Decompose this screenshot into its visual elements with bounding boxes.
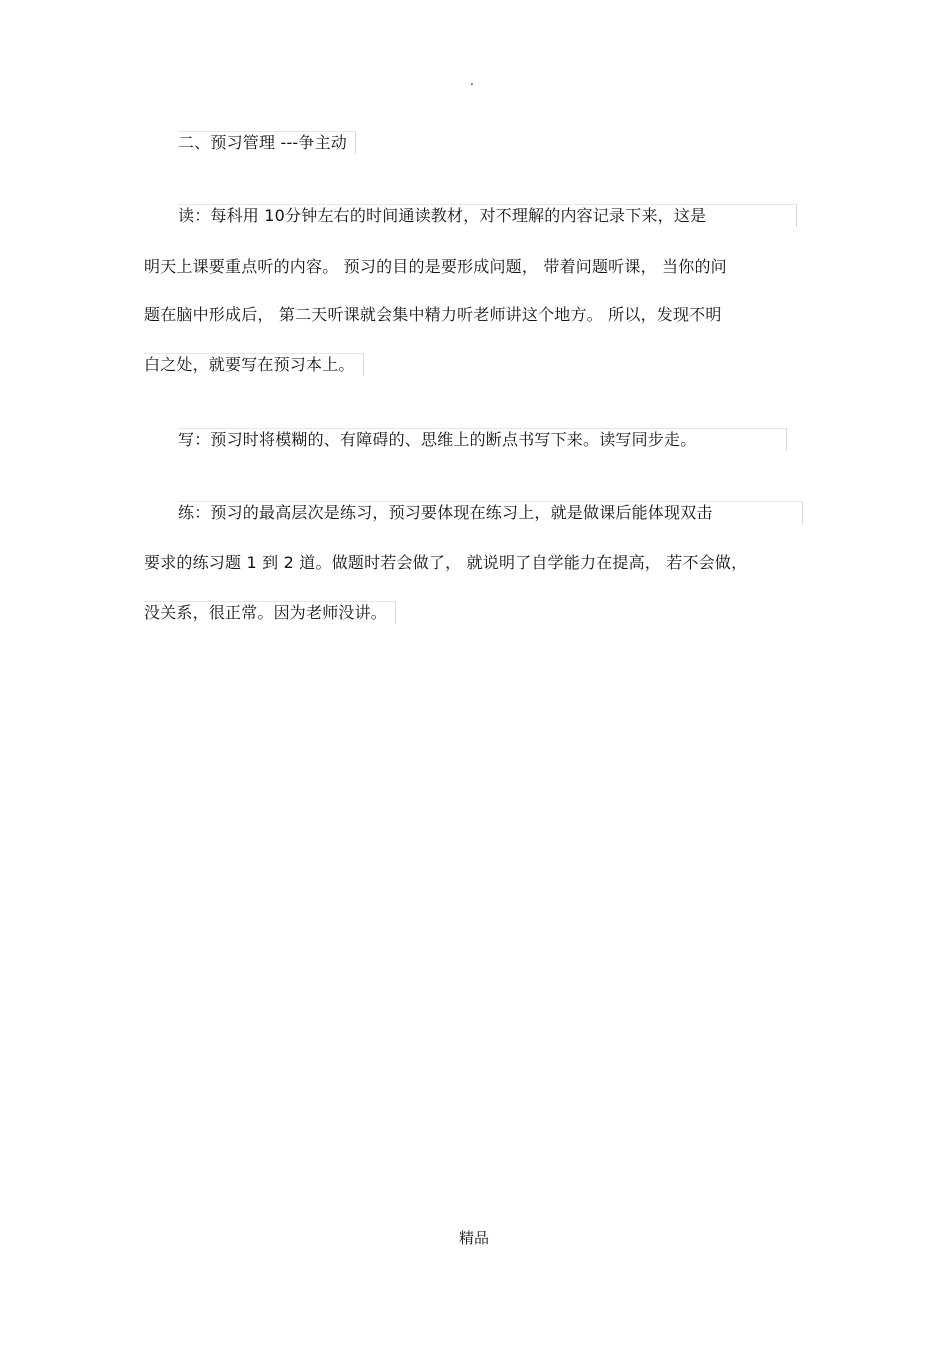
footer-label: 精品 — [459, 1229, 490, 1247]
read-paragraph-line-2: 明天上课要重点听的内容。 预习的目的是要形成问题， 带着问题听课， 当你的问 — [144, 257, 727, 276]
practice-paragraph-line-2: 要求的练习题 1 到 2 道。做题时若会做了， 就说明了自学能力在提高， 若不会做， — [144, 553, 748, 572]
section-heading: 二、预习管理 ---争主动 — [178, 131, 356, 154]
practice-paragraph-line-3: 没关系，很正常。因为老师没讲。 — [144, 601, 396, 624]
read-paragraph-line-4: 白之处，就要写在预习本上。 — [144, 353, 364, 376]
write-paragraph-line-1: 写：预习时将模糊的、有障碍的、思维上的断点书写下来。读写同步走。 — [178, 428, 787, 451]
read-paragraph-line-3: 题在脑中形成后， 第二天听课就会集中精力听老师讲这个地方。 所以，发现不明 — [144, 305, 722, 324]
practice-paragraph-line-1: 练：预习的最高层次是练习，预习要体现在练习上，就是做课后能体现双击 — [178, 501, 803, 524]
header-mark: . — [470, 74, 474, 88]
read-paragraph-line-1: 读：每科用 10分钟左右的时间通读教材，对不理解的内容记录下来，这是 — [178, 204, 797, 227]
